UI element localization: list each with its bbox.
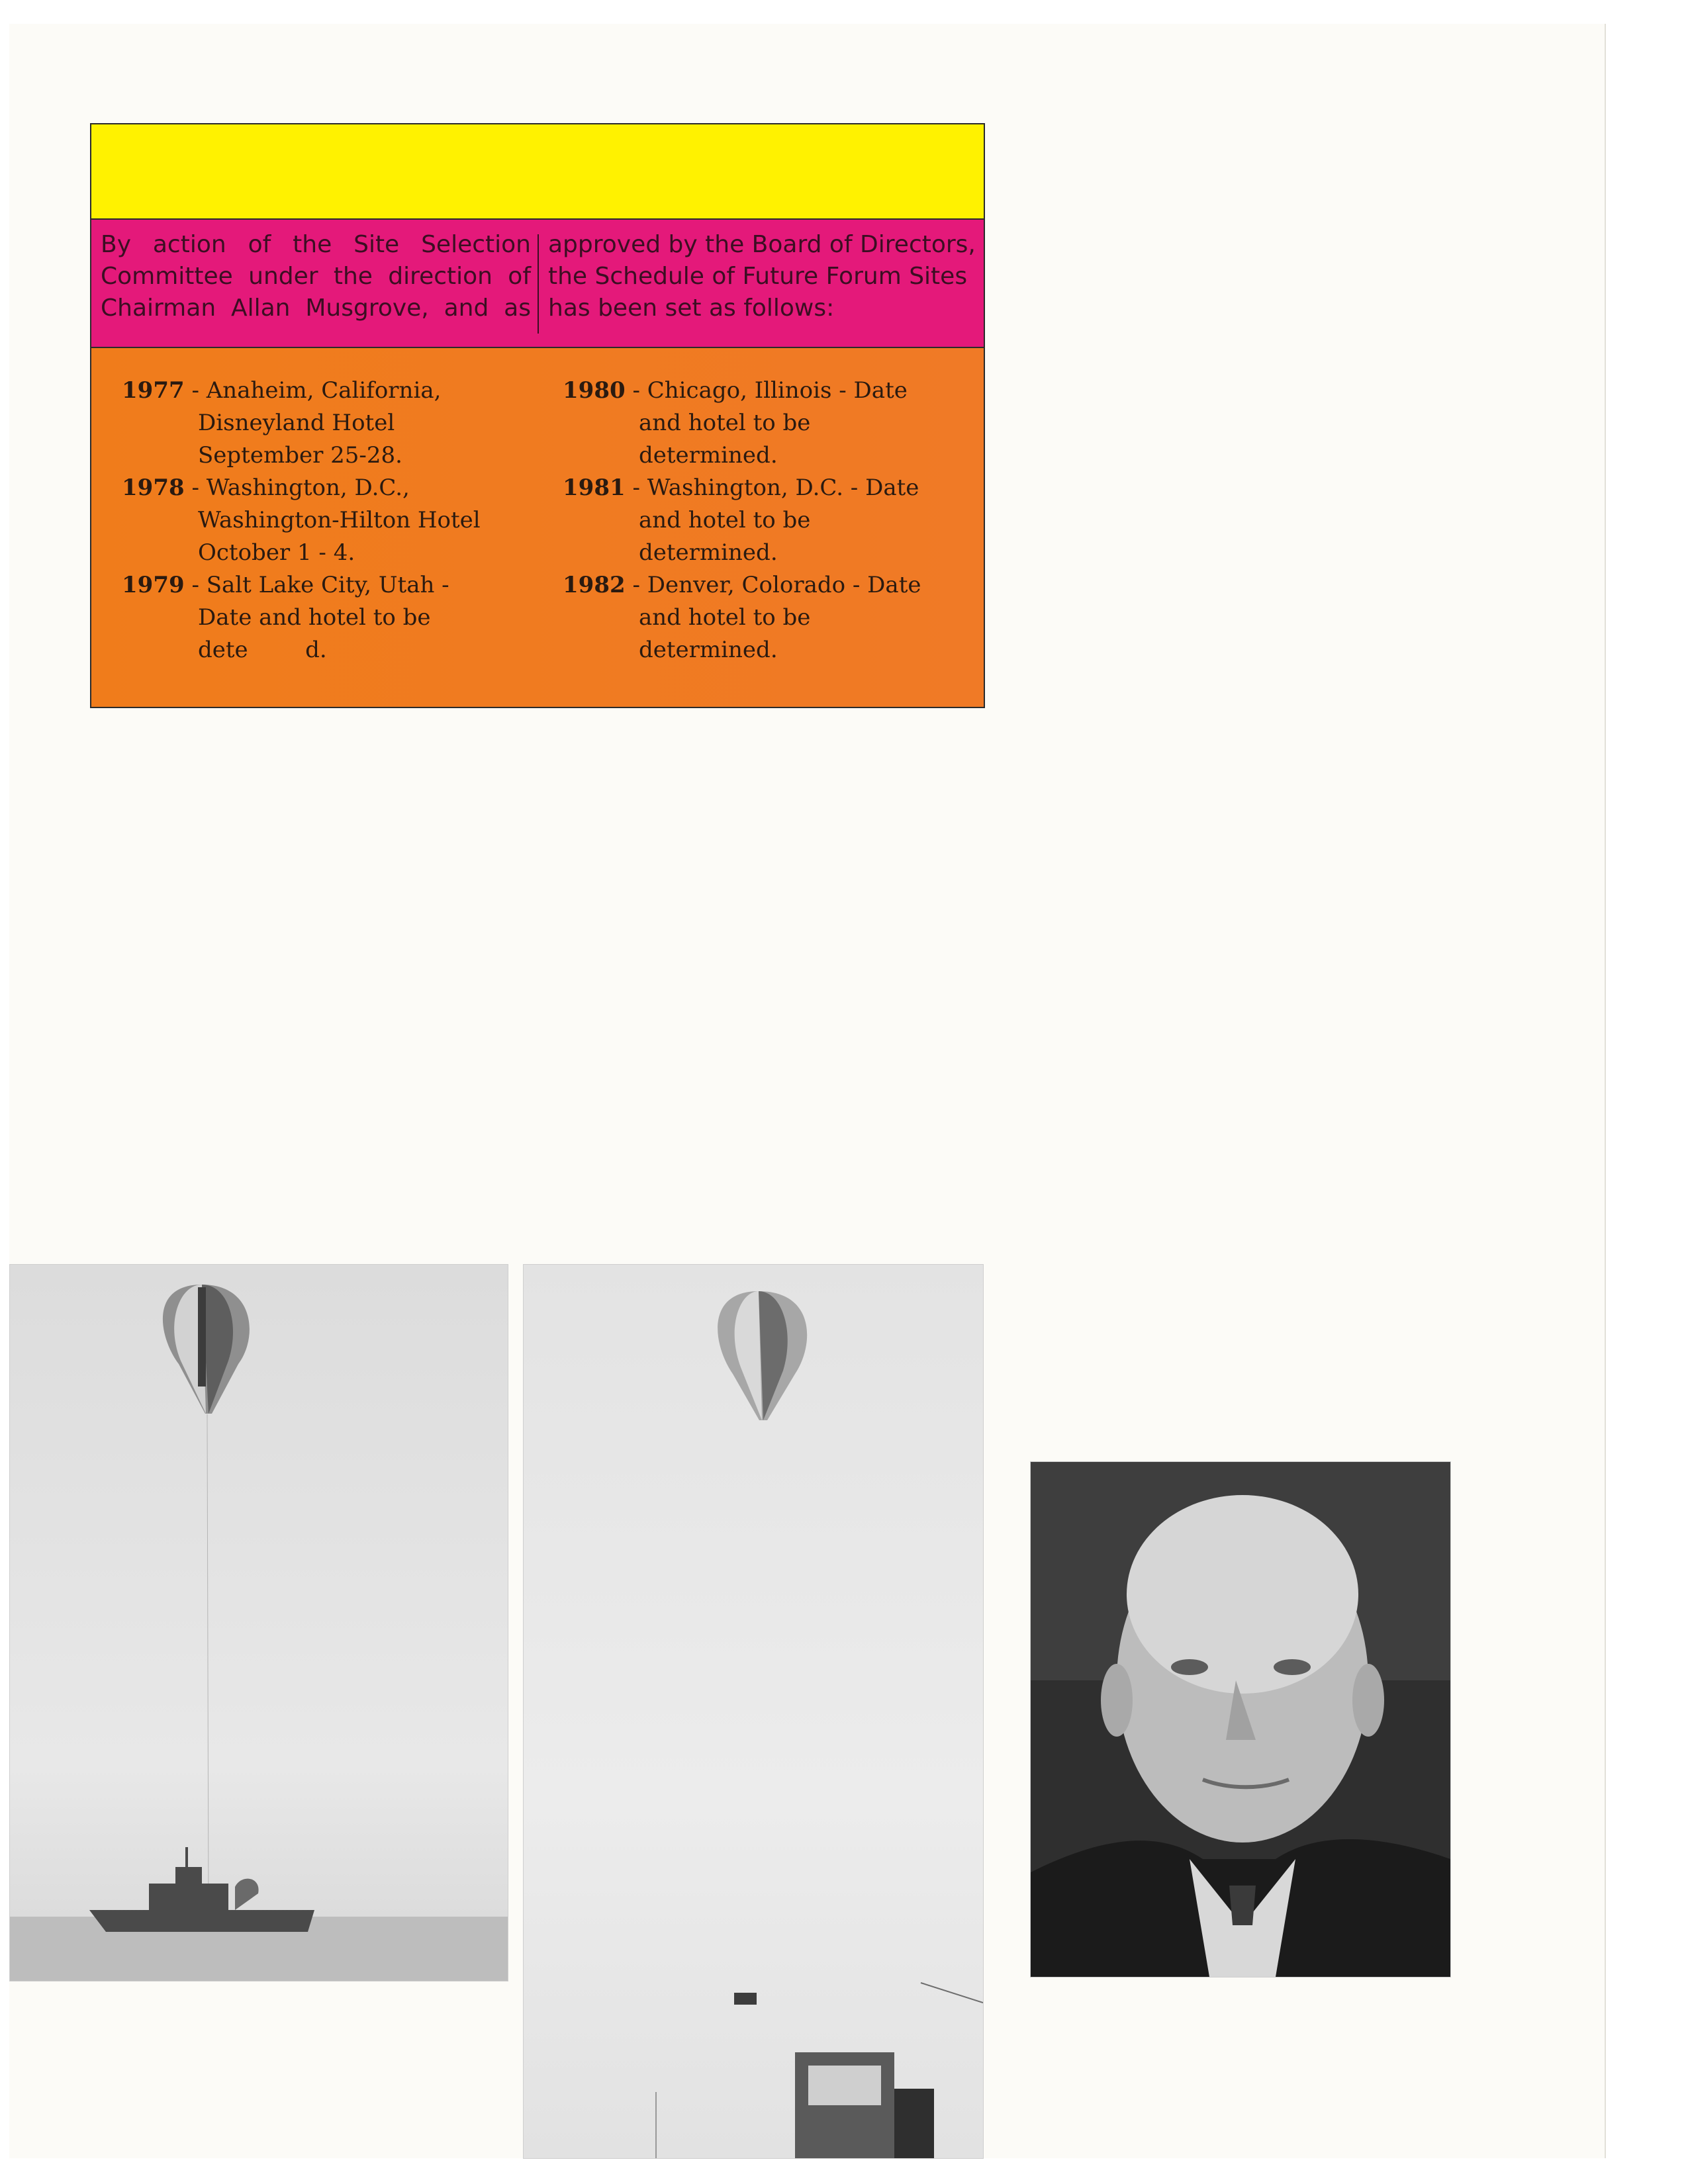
column-divider [538,234,539,334]
forum-sites-box [90,123,985,708]
schedule-entry [122,375,512,472]
entry-line: and hotel to be [639,507,811,533]
entry-line: and hotel to be [639,604,811,631]
entry-year: 1978 [122,475,185,501]
schedule-entry [563,472,953,569]
entry-line: and hotel to be [639,410,811,436]
entry-line: September 25-28. [198,442,402,469]
small-object-icon [734,1993,757,2005]
entry-year: 1982 [563,572,626,598]
entry-line: dete d. [198,637,327,663]
truck-icon [795,2052,934,2158]
ship-icon [89,1847,314,1932]
entry-line: October 1 - 4. [198,539,355,566]
balloon-icon [718,1291,807,1420]
entry-line: Disneyland Hotel [198,410,395,436]
entry-line: - Denver, Colorado - Date [625,572,921,598]
schedule-entry [563,375,953,472]
entry-line: determined. [639,637,778,663]
schedule-entry [563,569,953,666]
entry-year: 1979 [122,572,185,598]
photo-balloon-over-vehicle [523,1264,984,2159]
entry-line: Washington-Hilton Hotel [198,507,481,533]
entry-line: - Washington, D.C., [184,475,410,501]
tie-shape [1229,1886,1256,1925]
entry-year: 1981 [563,475,626,501]
portrait-photo [1030,1461,1451,1978]
intro-band [91,220,984,348]
entry-line: determined. [639,442,778,469]
entry-line: - Anaheim, California, [184,377,442,404]
entry-line: - Salt Lake City, Utah - [184,572,449,598]
entry-year: 1977 [122,377,185,404]
intro-right-text: approved by the Board of Directors, the Schedule of Future Forum Sites has been set as follows: [548,231,976,322]
entry-year: 1980 [563,377,626,404]
schedule-band [91,348,984,707]
intro-left-text: By action of the Site Selection Committee under the direction of Chairman Allan Musgrove, and as [101,231,531,322]
entry-line: Date and hotel to be [198,604,431,631]
balloon-icon [163,1285,250,1920]
schedule-entry [122,472,512,569]
entry-line: - Chicago, Illinois - Date [625,377,908,404]
entry-line: - Washington, D.C. - Date [625,475,919,501]
schedule-entry [122,569,512,666]
title-band [91,124,984,220]
entry-line: determined. [639,539,778,566]
photo-balloon-over-ship [9,1264,508,1981]
